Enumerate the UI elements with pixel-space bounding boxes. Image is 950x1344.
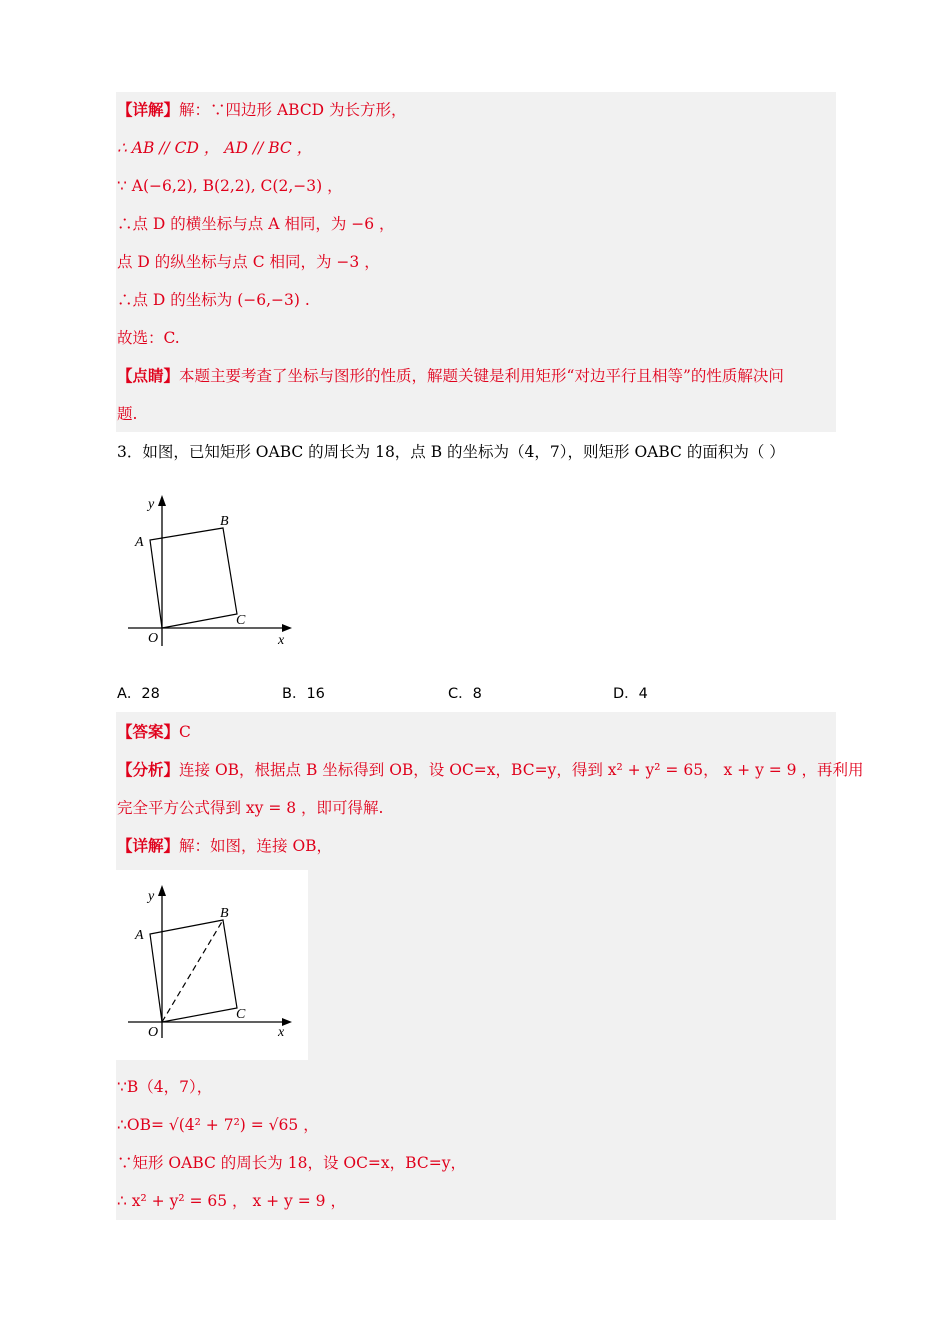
diagonal-ob	[162, 920, 223, 1022]
solution-figure	[120, 880, 300, 1040]
label-o: O	[148, 631, 159, 646]
label-x: x	[278, 633, 285, 648]
y-axis-arrow-icon	[158, 495, 166, 506]
comment-text-1: 本题主要考查了坐标与图形的性质，解题关键是利用矩形“对边平行且相等”的性质解决问	[179, 367, 784, 385]
prev-detail-line	[117, 98, 407, 122]
prev-step-5: ∴点 D 的坐标为 (−6,−3) .	[117, 291, 310, 309]
rectangle-oabc	[150, 528, 237, 628]
rectangle-oabc-2	[150, 920, 237, 1022]
label-c: C	[236, 613, 246, 628]
answer-label: 【答案】	[117, 722, 180, 741]
answer-value: C	[179, 723, 191, 741]
label-x-2: x	[278, 1025, 285, 1040]
prev-comment-line-2: 题.	[117, 405, 138, 423]
label-y-2: y	[148, 889, 155, 904]
question-3-text: 3．如图，已知矩形 OABC 的周长为 18，点 B 的坐标为（4，7），则矩形 OABC 的面积为（ ）	[117, 443, 785, 461]
prev-step-1: ∴ AB // CD ， AD // BC ，	[117, 139, 313, 157]
detail-text: 解：∵四边形 ABCD 为长方形，	[179, 101, 407, 119]
detail-text-2: 解：如图，连接 OB，	[179, 837, 333, 855]
solution-step-3: ∵矩形 OABC 的周长为 18，设 OC=x，BC=y，	[117, 1154, 466, 1172]
label-o-2: O	[148, 1025, 159, 1040]
x-axis-arrow-icon	[282, 624, 292, 632]
y-axis-arrow-icon-2	[158, 885, 166, 896]
prev-step-4: 点 D 的纵坐标与点 C 相同，为 −3 ，	[117, 253, 380, 271]
option-a[interactable]: A．28	[117, 686, 160, 702]
option-c[interactable]: C．8	[448, 686, 482, 702]
comment-label: 【点睛】	[117, 366, 180, 385]
prev-comment-line-1	[117, 364, 784, 388]
prev-step-3: ∴点 D 的横坐标与点 A 相同，为 −6 ，	[117, 215, 395, 233]
answer-line	[117, 720, 191, 744]
detail-label-2: 【详解】	[117, 836, 180, 855]
option-b[interactable]: B．16	[282, 686, 325, 702]
label-b: B	[220, 514, 229, 529]
analysis-line-2: 完全平方公式得到 xy = 8 ，即可得解.	[117, 799, 384, 817]
question-3-figure	[120, 490, 300, 650]
analysis-line-1	[117, 758, 863, 782]
solution-step-2: ∴OB= √(4² + 7²) = √65 ，	[117, 1116, 319, 1134]
label-b-2: B	[220, 906, 229, 921]
solution-step-4: ∴ x² + y² = 65 ， x + y = 9 ，	[117, 1192, 346, 1210]
label-y: y	[148, 497, 155, 512]
option-d[interactable]: D．4	[613, 686, 648, 702]
detail-label: 【详解】	[117, 100, 180, 119]
label-a-2: A	[135, 928, 144, 943]
label-a: A	[135, 535, 144, 550]
label-c-2: C	[236, 1007, 246, 1022]
prev-step-2: ∵ A(−6,2), B(2,2), C(2,−3) ，	[117, 177, 343, 195]
analysis-label: 【分析】	[117, 760, 180, 779]
prev-choice: 故选：C.	[117, 329, 180, 347]
detail-line	[117, 834, 332, 858]
solution-step-1: ∵B（4，7），	[117, 1078, 213, 1096]
analysis-text-1: 连接 OB，根据点 B 坐标得到 OB，设 OC=x，BC=y，得到 x² + y² = 65， x + y = 9 ，再利用	[179, 761, 864, 779]
